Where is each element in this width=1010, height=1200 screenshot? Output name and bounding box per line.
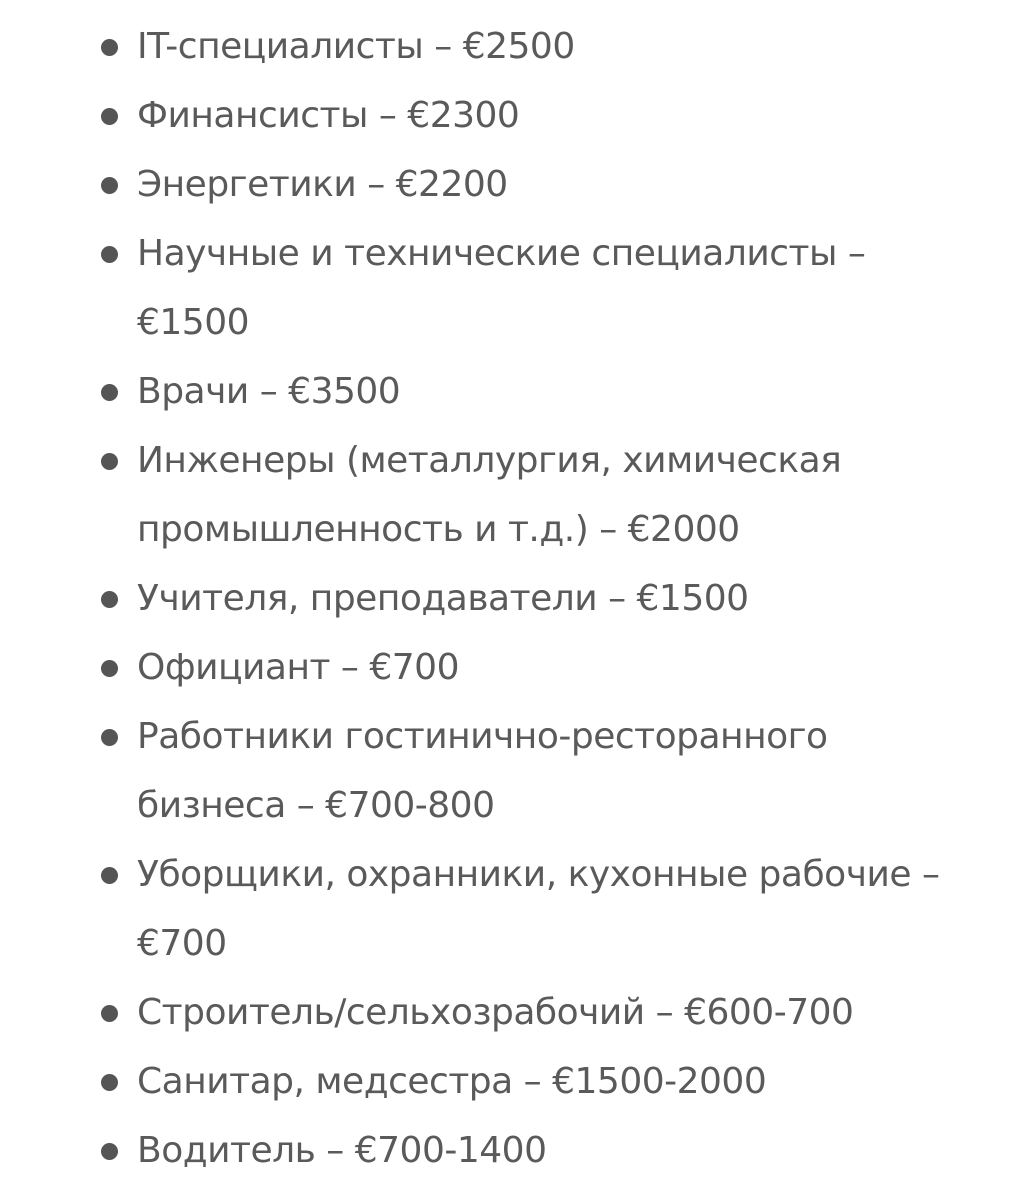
salary-list bbox=[0, 12, 1010, 1185]
list-item-text: Инженеры (металлургия, химическая промышленность и т.д.) – €2000 bbox=[137, 440, 842, 550]
list-item bbox=[0, 150, 1010, 219]
bullet-icon bbox=[101, 1005, 118, 1022]
list-item bbox=[0, 1047, 1010, 1116]
list-item bbox=[0, 81, 1010, 150]
bullet-icon bbox=[101, 39, 118, 56]
bullet-icon bbox=[101, 1143, 118, 1160]
list-item-text: Уборщики, охранники, кухонные рабочие – €700 bbox=[137, 854, 940, 964]
list-item bbox=[0, 702, 1010, 840]
list-item-text: Врачи – €3500 bbox=[137, 371, 401, 412]
list-item bbox=[0, 426, 1010, 564]
list-item-text: Работники гостинично-ресторанного бизнеса – €700-800 bbox=[137, 716, 828, 826]
list-item-text: Энергетики – €2200 bbox=[137, 164, 508, 205]
list-item-text: Водитель – €700-1400 bbox=[137, 1130, 547, 1171]
list-item-text: Официант – €700 bbox=[137, 647, 459, 688]
list-item bbox=[0, 357, 1010, 426]
bullet-icon bbox=[101, 867, 118, 884]
bullet-icon bbox=[101, 729, 118, 746]
list-item-text: Строитель/сельхозрабочий – €600-700 bbox=[137, 992, 854, 1033]
list-item bbox=[0, 840, 1010, 978]
list-item bbox=[0, 564, 1010, 633]
list-item-text: Санитар, медсестра – €1500-2000 bbox=[137, 1061, 767, 1102]
bullet-icon bbox=[101, 384, 118, 401]
bullet-icon bbox=[101, 246, 118, 263]
bullet-icon bbox=[101, 453, 118, 470]
list-item bbox=[0, 978, 1010, 1047]
bullet-icon bbox=[101, 591, 118, 608]
list-item bbox=[0, 633, 1010, 702]
bullet-icon bbox=[101, 660, 118, 677]
list-item-text: Учителя, преподаватели – €1500 bbox=[137, 578, 749, 619]
list-item bbox=[0, 219, 1010, 357]
list-item bbox=[0, 1116, 1010, 1185]
list-item-text: Финансисты – €2300 bbox=[137, 95, 520, 136]
bullet-icon bbox=[101, 1074, 118, 1091]
list-item-text: Научные и технические специалисты – €1500 bbox=[137, 233, 866, 343]
list-item bbox=[0, 12, 1010, 81]
bullet-icon bbox=[101, 108, 118, 125]
list-item-text: IT-специалисты – €2500 bbox=[137, 26, 575, 67]
bullet-icon bbox=[101, 177, 118, 194]
